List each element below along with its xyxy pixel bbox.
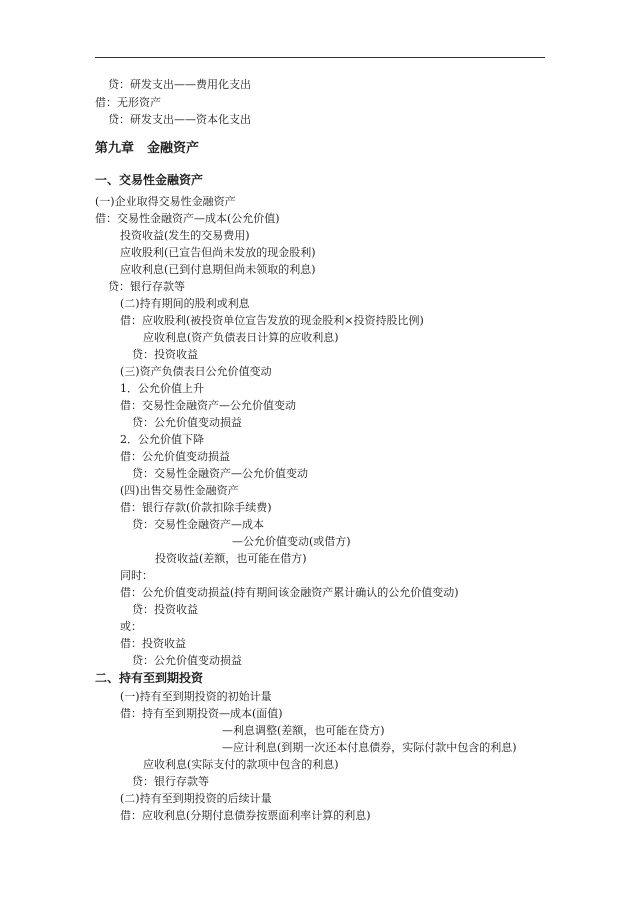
text-line: 借：交易性金融资产—成本(公允价值) [95, 212, 280, 225]
text-line: 应收利息(实际支付的款项中包含的利息) [143, 758, 339, 771]
text-line: 借：公允价值变动损益 [120, 450, 230, 463]
text-line: (一)企业取得交易性金融资产 [95, 195, 236, 208]
text-line: 借：投资收益 [120, 637, 186, 650]
text-line: 贷：交易性金融资产—成本 [132, 518, 264, 531]
text-line: —利息调整(差额，也可能在贷方) [222, 724, 385, 737]
text-line: 借：持有至到期投资—成本(面值) [120, 707, 283, 720]
text-line: —应计利息(到期一次还本付息债券，实际付款中包含的利息) [222, 741, 517, 754]
text-line: 借：交易性金融资产—公允价值变动 [120, 399, 296, 412]
text-line: 贷：公允价值变动损益 [132, 654, 242, 667]
text-line: 投资收益(差额，也可能在借方) [155, 552, 307, 565]
text-line: 贷：投资收益 [132, 348, 198, 361]
text-line: 应收利息(已到付息期但尚未领取的利息) [120, 263, 316, 276]
text-line: 应收利息(资产负债表日计算的应收利息) [143, 331, 339, 344]
text-line: 借：应收股利(被投资单位宣告发放的现金股利×投资持股比例) [120, 314, 424, 327]
text-line: 1．公允价值上升 [120, 382, 204, 395]
text-line: (三)资产负债表日公允价值变动 [120, 365, 272, 378]
text-line: 同时： [120, 569, 153, 582]
text-line: (二)持有至到期投资的后续计量 [120, 792, 272, 805]
text-line: 借：无形资产 [95, 96, 161, 109]
text-line: 贷：研发支出——费用化支出 [108, 78, 251, 91]
text-line: 或： [120, 620, 142, 633]
text-line: 贷：公允价值变动损益 [132, 416, 242, 429]
text-line: (二)持有期间的股利或利息 [120, 297, 250, 310]
text-line: 贷：研发支出——资本化支出 [108, 113, 251, 126]
text-line: —公允价值变动(或借方) [232, 535, 351, 548]
text-line: 贷：银行存款等 [108, 280, 185, 293]
text-line: 应收股利(已宣告但尚未发放的现金股利) [120, 246, 316, 259]
text-line: 借：公允价值变动损益(持有期间该金融资产累计确认的公允价值变动) [120, 586, 459, 599]
section-heading: 一、交易性金融资产 [95, 173, 204, 187]
text-line: (四)出售交易性金融资产 [120, 484, 239, 497]
text-line: 贷：银行存款等 [132, 775, 209, 788]
text-line: 投资收益(发生的交易费用) [120, 229, 250, 242]
header-rule [95, 57, 545, 58]
text-line: (一)持有至到期投资的初始计量 [120, 690, 272, 703]
text-line: 借：银行存款(价款扣除手续费) [120, 501, 272, 514]
text-line: 贷：交易性金融资产—公允价值变动 [132, 467, 308, 480]
text-line: 借：应收利息(分期付息债券按票面利率计算的利息) [120, 809, 371, 822]
text-line: 2．公允价值下降 [120, 433, 204, 446]
text-line: 贷：投资收益 [132, 603, 198, 616]
chapter-title: 第九章 金融资产 [95, 141, 200, 156]
section-heading: 二、持有至到期投资 [95, 671, 204, 685]
